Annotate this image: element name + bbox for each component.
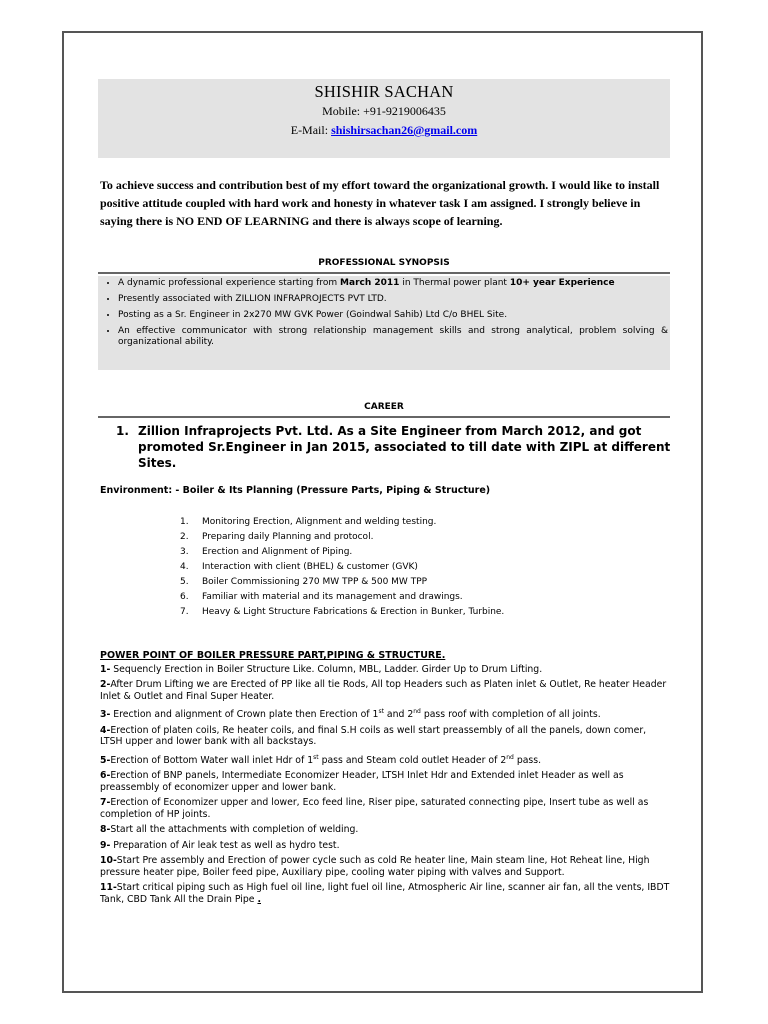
environment-line: Environment: - Boiler & Its Planning (Pressure Parts, Piping & Structure) [100, 485, 491, 496]
career-title: CAREER [364, 402, 404, 412]
duty-item: 3. Erection and Alignment of Piping. [180, 547, 353, 557]
professional-synopsis [98, 276, 670, 370]
email-line [98, 121, 670, 140]
mobile-number: Mobile: +91-9219006435 [322, 104, 446, 118]
duties-list [180, 515, 504, 620]
email-link[interactable]: shishirsachan26@gmail.com [331, 123, 478, 137]
synopsis-item: • Presently associated with ZILLION INFRAPROJECTS PVT LTD. [118, 294, 668, 305]
career-rule [98, 416, 670, 418]
resume-header [98, 79, 670, 158]
duty-item: 4. Interaction with client (BHEL) & customer (GVK) [180, 562, 418, 572]
synopsis-title: PROFESSIONAL SYNOPSIS [318, 258, 450, 268]
power-point-item: 1- Sequencly Erection in Boiler Structure Like. Column, MBL, Ladder. Girder Up to Drum Lifting. [100, 664, 543, 675]
synopsis-item: • Posting as a Sr. Engineer in 2x270 MW GVK Power (Goindwal Sahib) Ltd C/o BHEL Site. [118, 310, 668, 321]
job-number: 1. [116, 424, 129, 438]
synopsis-rule [98, 272, 670, 274]
power-point-item: 10-Start Pre assembly and Erection of power cycle such as cold Re heater line, Main steam line, Hot Reheat line, High pressure heater pipe, Boiler feed pipe, Auxiliary pipe, cooling water piping with valves and Support. [100, 855, 650, 878]
power-point-item: 4-Erection of platen coils, Re heater coils, and final S.H coils as well start preassembly of all the panels, down comer, LTSH upper and lower bank with all backstays. [100, 724, 647, 748]
power-point-item: 2-After Drum Lifting we are Erected of PP like all tie Rods, All top Headers such as Platen inlet & Outlet, Re heater Header Inlet & Outlet and Final Super Heater. [100, 679, 667, 702]
power-point-item: 3- Erection and alignment of Crown plate then Erection of 1st and 2nd pass roof with completion of all joints. [100, 708, 601, 721]
power-point-item: 11-Start critical piping such as High fuel oil line, light fuel oil line, Atmospheric Air line, scanner air fan, all the vents, IBDT Tank, CBD Tank All the Drain Pipe . [100, 882, 670, 905]
synopsis-item: • A dynamic professional experience starting from March 2011 in Thermal power plant 10+ year Experience [118, 278, 668, 289]
job-description: Zillion Infraprojects Pvt. Ltd. As a Site Engineer from March 2012, and got promoted Sr.Engineer in Jan 2015, associated to till date with ZIPL at different Sites. [138, 424, 671, 470]
duty-item: 2. Preparing daily Planning and protocol. [180, 532, 374, 542]
power-point-item: 8-Start all the attachments with completion of welding. [100, 824, 359, 836]
duty-item: 5. Boiler Commissioning 270 MW TPP & 500 MW TPP [180, 577, 428, 587]
power-point-item: 7-Erection of Economizer upper and lower, Eco feed line, Riser pipe, saturated connecting pipe, Insert tube as well as completion of HP joints. [100, 797, 649, 820]
duty-item: 7. Heavy & Light Structure Fabrications & Erection in Bunker, Turbine. [180, 607, 505, 617]
email-label: E-Mail: [290, 123, 332, 137]
power-point-title: POWER POINT OF BOILER PRESSURE PART,PIPING & STRUCTURE. [100, 650, 446, 661]
power-point-item: 9- Preparation of Air leak test as well as hydro test. [100, 839, 340, 851]
career-objective: To achieve success and contribution best of my effort toward the organizational growth. I would like to install positive attitude coupled with hard work and honesty in whatever task I am assigned. I strongly believe in saying there is NO END OF LEARNING and there is always scope of learning. [100, 178, 660, 228]
synopsis-item: • An effective communicator with strong relationship management skills and strong analytical, problem solving & organizational ability. [118, 326, 668, 348]
duty-item: 6. Familiar with material and its management and drawings. [180, 592, 463, 602]
duty-item: 1. Monitoring Erection, Alignment and welding testing. [180, 517, 437, 527]
power-point-list [100, 664, 670, 909]
power-point-item: 6-Erection of BNP panels, Intermediate Economizer Header, LTSH Inlet Hdr and Extended inlet Header as well as preassembly of economizer upper and lower bank. [100, 770, 624, 793]
candidate-name: SHISHIR SACHAN [314, 82, 454, 101]
power-point-item: 5-Erection of Bottom Water wall inlet Hdr of 1st pass and Steam cold outlet Header of 2nd pass. [100, 753, 542, 766]
job-heading [116, 423, 671, 471]
